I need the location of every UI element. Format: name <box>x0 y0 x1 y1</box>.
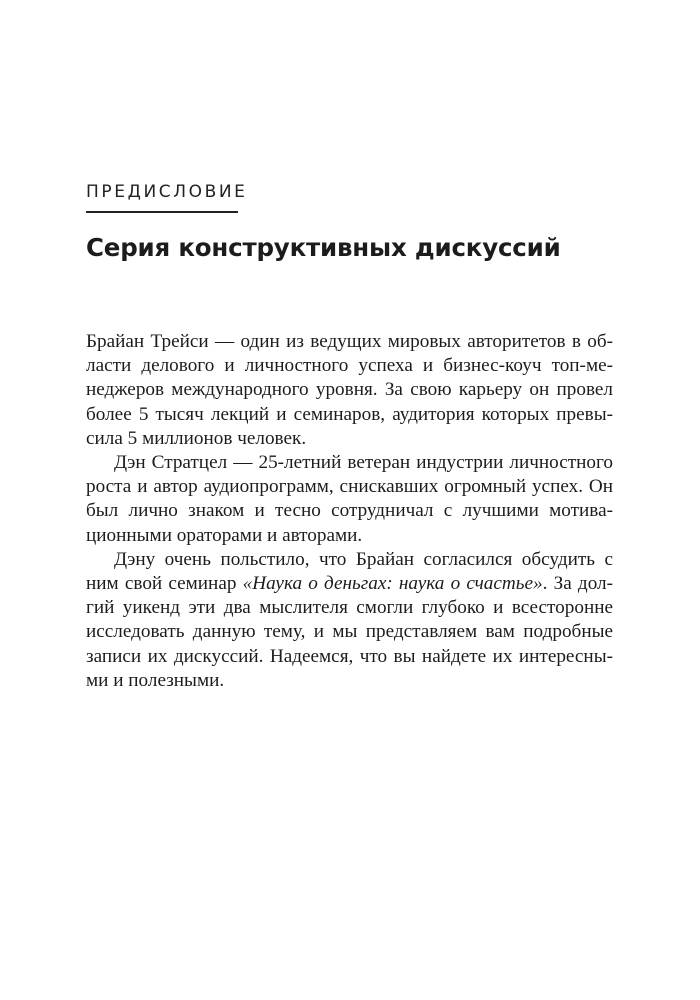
body-text <box>86 330 613 693</box>
section-underline <box>86 211 238 213</box>
chapter-title: Серия конструктивных дискуссий <box>86 233 561 262</box>
paragraph-1: Брайан Трейси — один из ведущих мировых авторитетов в области делового и личностного успеха и бизнес-коуч топ-менеджеров международного уровня. За свою карьеру он провел более 5 тысяч лекций и семинаров, аудитория которых превысила 5 миллионов человек. <box>86 331 613 449</box>
paragraph-2: Дэн Стратцел — 25-летний ветеран индустрии личностного роста и автор аудиопрограмм, снискавших огромный успех. Он был лично знаком и тесно сотрудничал с лучшими мотивационными ораторами и авторами. <box>86 452 613 546</box>
seminar-title: «Наука о деньгах: наука о счастье» <box>242 573 543 595</box>
paragraph-3-text-after: . За долгий уикенд эти два мыслителя смогли глубоко и всесторонне исследовать данную тему, и мы представляем вам подробные записи их дискуссий. Надеемся, что вы найдете их интересными и полезными. <box>86 573 613 691</box>
section-label: ПРЕДИСЛОВИЕ <box>86 182 248 202</box>
paragraph-3 <box>86 548 613 693</box>
paragraph-3-text-before: Дэну очень польстило, что Брайан согласился обсудить с ним свой семинар <box>86 548 613 595</box>
